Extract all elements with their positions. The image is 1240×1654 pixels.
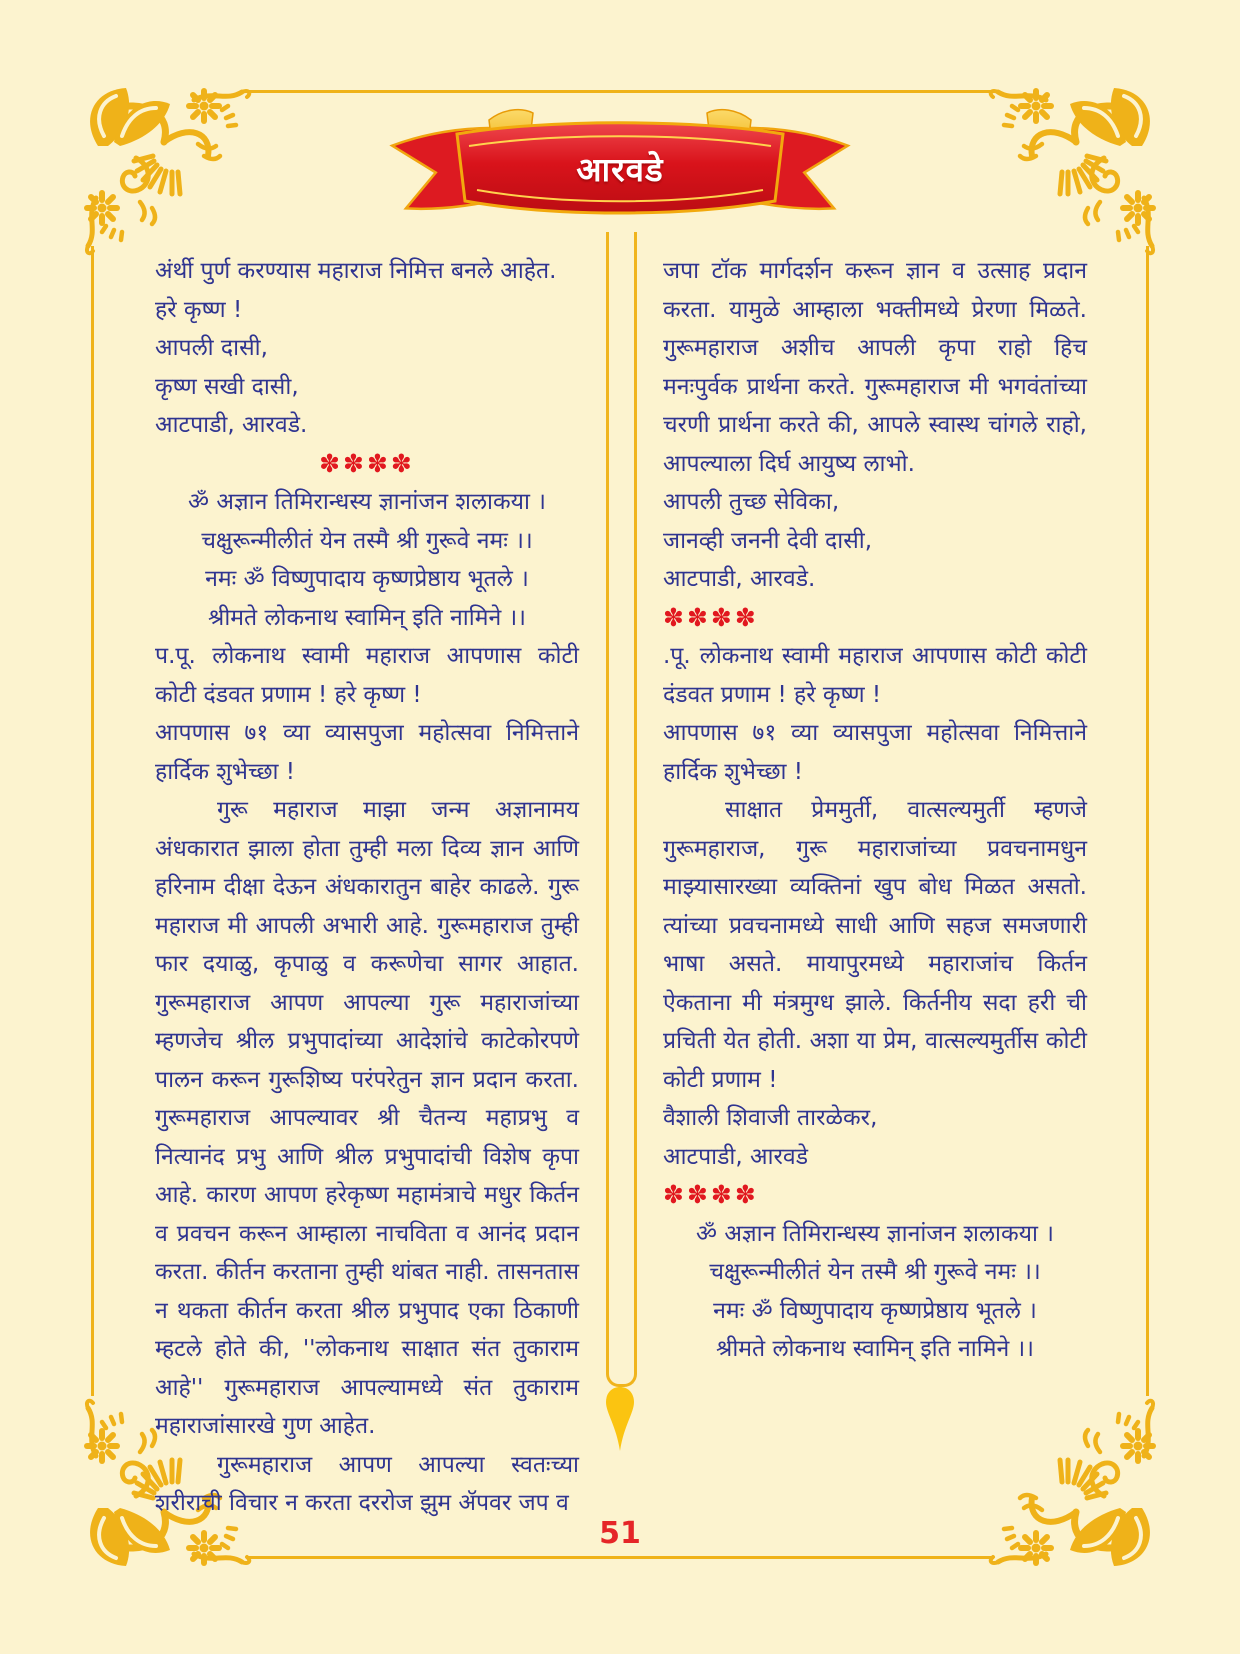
- left-paragraph-1: गुरू महाराज माझा जन्म अज्ञानामय अंधकारात झाला होता तुम्ही मला दिव्य ज्ञान आणि हरिनाम दीक्षा देऊन अंधकारातुन बाहेर काढले. गुरू महाराज मी आपली अभारी आहे. गुरूमहाराज तुम्ही फार दयाळु, कृपाळु व करूणेचा सागर आहात. गुरूमहाराज आपण आपल्या गुरू महाराजांच्या म्हणजेच श्रील प्रभुपादांच्या आदेशांचे काटेकोरपणे पालन करून गुरूशिष्य परंपरेतुन ज्ञान प्रदान करता. गुरूमहाराज आपल्यावर श्री चैतन्य महाप्रभु व नित्यानंद प्रभु आणि श्रील प्रभुपादांची विशेष कृपा आहे. कारण आपण हरेकृष्ण महामंत्राचे मधुर किर्तन व प्रवचन करून आम्हाला नाचविता व आनंद प्रदान करता. कीर्तन करताना तुम्ही थांबत नाही. तासनतास न थकता कीर्तन करता श्रील प्रभुपाद एका ठिकाणी म्हटले होते की, ''लोकनाथ साक्षात संत तुकाराम आहे'' गुरूमहाराज आपल्यामध्ये संत तुकाराम महाराजांसारखे गुण आहेत.: [155, 797, 579, 1439]
- right-shloka-line-3: नमः ॐ विष्णुपादाय कृष्णप्रेष्ठाय भूतले ।: [713, 1297, 1037, 1324]
- asterisk-separator: ✽✽✽✽: [663, 1180, 759, 1209]
- asterisk-separator: ✽✽✽✽: [319, 448, 415, 478]
- left-signoff-line-3: आटपाडी, आरवडे.: [155, 412, 308, 438]
- frame-border-bottom: [246, 1556, 994, 1559]
- right-signoff1-line-3: आटपाडी, आरवडे.: [663, 566, 816, 592]
- left-paragraph-2: गुरूमहाराज आपण आपल्या स्वतःच्या शरीराची विचार न करता दररोज झुम ॲपवर जप व: [155, 1451, 579, 1516]
- left-text-column: [155, 252, 579, 1523]
- right-signoff1-line-1: आपली तुच्छ सेविका,: [663, 489, 840, 515]
- left-signoff-line-1: आपली दासी,: [155, 335, 268, 361]
- right-shloka-line-2: चक्षुरून्मीलीतं येन तस्मै श्री गुरूवे नमः ।।: [709, 1259, 1041, 1285]
- floral-corner-ornament-top-right: [988, 80, 1164, 256]
- divider-teardrop-icon: [603, 1386, 637, 1456]
- right-signoff1-line-2: जानव्ही जननी देवी दासी,: [663, 527, 873, 554]
- right-salutation: .पू. लोकनाथ स्वामी महाराज आपणास कोटी कोटी दंडवत प्रणाम ! हरे कृष्ण !: [663, 643, 1087, 708]
- frame-border-left: [91, 246, 94, 1396]
- left-opening-line-1: अंर्थी पुर्ण करण्यास महाराज निमित्त बनले आहेत.: [155, 258, 557, 284]
- left-shloka-line-4: श्रीमते लोकनाथ स्वामिन् इति नामिने ।।: [208, 604, 526, 631]
- frame-border-top: [246, 90, 994, 93]
- right-shloka-line-1: ॐ अज्ञान तिमिरान्धस्य ज्ञानांजन शलाकया ।: [696, 1220, 1054, 1247]
- page-number: 51: [599, 1516, 641, 1551]
- right-shloka-line-4: श्रीमते लोकनाथ स्वामिन् इति नामिने ।।: [716, 1336, 1034, 1362]
- frame-border-right: [1146, 246, 1149, 1396]
- floral-corner-ornament-top-left: [76, 80, 252, 256]
- left-shloka-line-1: ॐ अज्ञान तिमिरान्धस्य ज्ञानांजन शलाकया ।: [188, 489, 546, 515]
- right-signoff2-line-2: आटपाडी, आरवडे: [663, 1143, 809, 1170]
- left-shloka-line-2: चक्षुरून्मीलीतं येन तस्मै श्री गुरूवे नमः ।।: [201, 527, 533, 554]
- asterisk-separator: ✽✽✽✽: [663, 602, 759, 632]
- banner-title: आरवडे: [576, 150, 664, 189]
- left-signoff-line-2: कृष्ण सखी दासी,: [155, 373, 299, 400]
- column-divider-line: [606, 232, 637, 1387]
- left-salutation: प.पू. लोकनाथ स्वामी महाराज आपणास कोटी कोटी दंडवत प्रणाम ! हरे कृष्ण !: [155, 643, 579, 708]
- right-greeting: आपणास ७१ व्या व्यासपुजा महोत्सवा निमित्ताने हार्दिक शुभेच्छा !: [663, 720, 1087, 785]
- right-signoff2-line-1: वैशाली शिवाजी तारळेकर,: [663, 1105, 878, 1131]
- left-shloka-line-3: नमः ॐ विष्णुपादाय कृष्णप्रेष्ठाय भूतले ।: [205, 566, 529, 592]
- left-opening-line-2: हरे कृष्ण !: [155, 296, 243, 323]
- right-paragraph-continuation: जपा टॉक मार्गदर्शन करून ज्ञान व उत्साह प्रदान करता. यामुळे आम्हाला भक्तीमध्ये प्रेरणा मिळते. गुरूमहाराज अशीच आपली कृपा राहो हिच मनःपुर्वक प्रार्थना करते. गुरूमहाराज मी भगवंतांच्या चरणी प्रार्थना करते की, आपले स्वास्थ चांगले राहो, आपल्याला दिर्घ आयुष्य लाभो.: [663, 258, 1087, 477]
- left-greeting: आपणास ७१ व्या व्यासपुजा महोत्सवा निमित्ताने हार्दिक शुभेच्छा !: [155, 720, 579, 785]
- right-paragraph-2: साक्षात प्रेममुर्ती, वात्सल्यमुर्ती म्हणजे गुरूमहाराज, गुरू महाराजांच्या प्रवचनामधुन माझ्यासारख्या व्यक्तिनां खुप बोध मिळत असतो. त्यांच्या प्रवचनामध्ये साधी आणि सहज समजणारी भाषा असते. मायापुरमध्ये महाराजांच किर्तन ऐकताना मी मंत्रमुग्ध झाले. किर्तनीय सदा हरी ची प्रचिती येत होती. अशा या प्रेम, वात्सल्यमुर्तीस कोटी कोटी प्रणाम !: [663, 797, 1087, 1093]
- right-text-column: [663, 252, 1087, 1369]
